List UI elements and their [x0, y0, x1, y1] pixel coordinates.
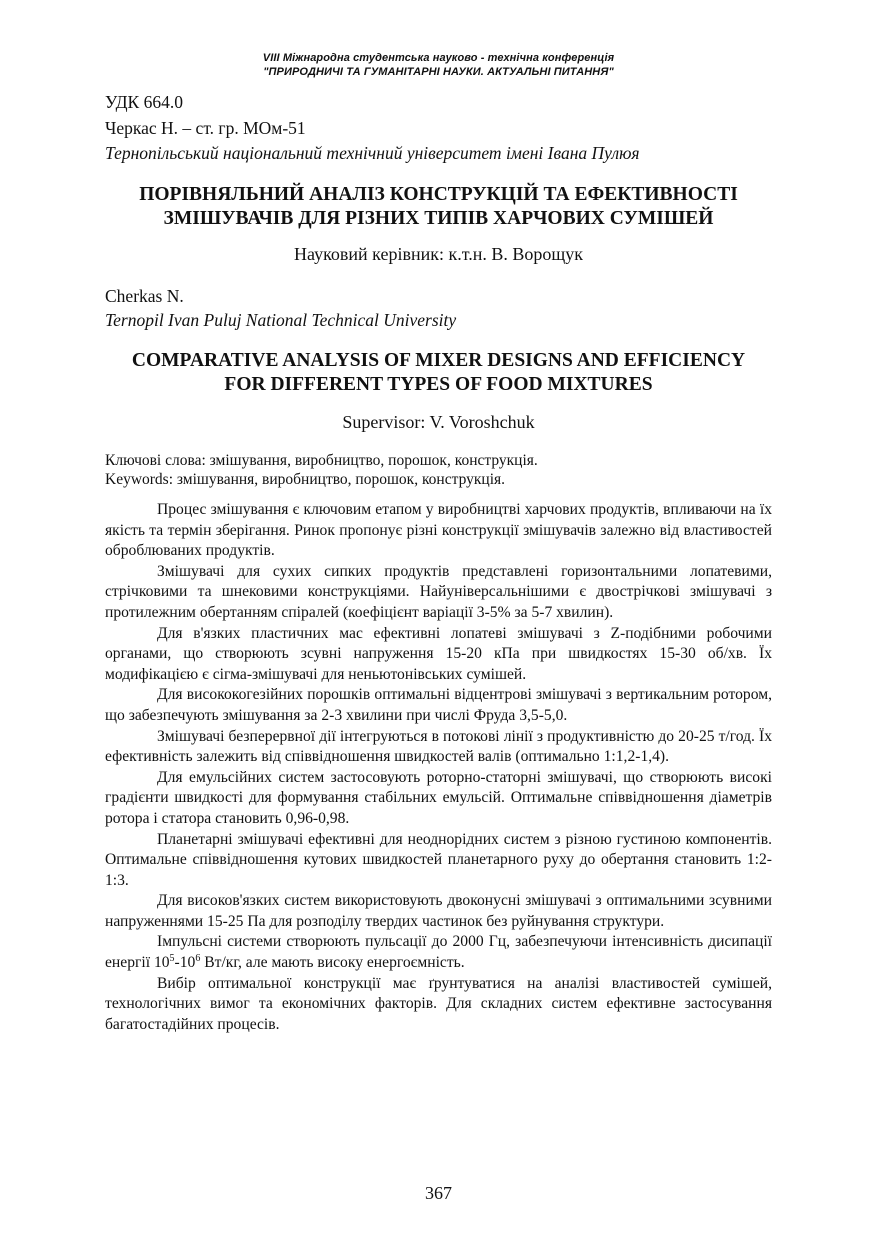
exponent-2: 6 — [195, 952, 201, 964]
title-ua-line-2: ЗМІШУВАЧІВ ДЛЯ РІЗНИХ ТИПІВ ХАРЧОВИХ СУМІШЕЙ — [163, 208, 714, 229]
author-ua: Черкас Н. – ст. гр. МОм-51 — [105, 118, 306, 138]
paragraph-8: Для високов'язких систем використовують двоконусні змішувачі з оптимальними зсувними напруженнями 15-25 Па для розподілу твердих частинок без руйнування структури. — [105, 892, 772, 930]
affiliation-en: Ternopil Ivan Puluj National Technical University — [105, 310, 457, 330]
paragraph-3: Для в'язких пластичних мас ефективні лопатеві змішувачі з Z-подібними робочими органами, що створюють зсувні напруження 15-20 кПа при швидкостях 15-30 об/хв. Їх модифікацією є сігма-змішувачі для неньютонівських сумішей. — [105, 624, 772, 683]
title-en-line-1: COMPARATIVE ANALYSIS OF MIXER DESIGNS AND EFFICIENCY — [131, 350, 746, 371]
body-text — [105, 500, 772, 1035]
impulse-text-after: Вт/кг, але мають високу енергоємність. — [200, 954, 465, 972]
exponent-1: 5 — [169, 952, 175, 964]
conference-header-line-2: "ПРИРОДНИЧІ ТА ГУМАНІТАРНІ НАУКИ. АКТУАЛЬНІ ПИТАННЯ" — [263, 66, 614, 78]
paragraph-1: Процес змішування є ключовим етапом у виробництві харчових продуктів, впливаючи на їх якість та термін зберігання. Ринок пропонує різні конструкції змішувачів залежно від властивостей оброблюваних продуктів. — [105, 501, 772, 560]
paragraph-9 — [105, 932, 772, 973]
paragraph-7: Планетарні змішувачі ефективні для неоднорідних систем з різною густиною компонентів. Оптимальне співвідношення кутових швидкостей планетарного руху до обертання становить 1:2-1:3. — [105, 830, 772, 889]
page-number: 367 — [425, 1183, 452, 1203]
supervisor-en: Supervisor: V. Voroshchuk — [342, 412, 535, 432]
impulse-text-mid: -10 — [174, 954, 196, 972]
paragraph-5: Змішувачі безперервної дії інтегруються в потокові лінії з продуктивністю до 20-25 т/год. Їх ефективність залежить від співвідношення швидкостей валів (оптимально 1:1,2-1,4). — [105, 727, 772, 766]
paragraph-10: Вибір оптимальної конструкції має ґрунтуватися на аналізі властивостей сумішей, технологічних вимог та економічних факторів. Для складних систем ефективне застосування багатостадійних процесів. — [105, 974, 772, 1033]
title-ua-line-1: ПОРІВНЯЛЬНИЙ АНАЛІЗ КОНСТРУКЦІЙ ТА ЕФЕКТИВНОСТІ — [139, 184, 738, 205]
author-en: Cherkas N. — [105, 286, 184, 306]
keywords-en: Keywords: змішування, виробництво, порошок, конструкція. — [105, 471, 506, 488]
impulse-text-before: Імпульсні системи створюють пульсації до 2000 Гц, забезпечуючи інтенсивність дисипації енергії 10 — [105, 933, 772, 972]
paragraph-4: Для висококогезійних порошків оптимальні відцентрові змішувачі з вертикальним ротором, що забезпечують змішування за 2-3 хвилини при числі Фруда 3,5-5,0. — [105, 686, 772, 724]
paragraph-2: Змішувачі для сухих сипких продуктів представлені горизонтальними лопатевими, стрічковими та шнековими конструкціями. Найуніверсальнішими є двострічкові змішувачі з протилежним обертанням спіралей (коефіцієнт варіації 3-5% за 5-7 хвилин). — [105, 562, 772, 621]
conference-header-line-1: VIII Міжнародна студентська науково - технічна конференція — [262, 52, 615, 64]
supervisor-ua: Науковий керівник: к.т.н. В. Ворощук — [294, 244, 583, 264]
affiliation-ua: Тернопільський національний технічний університет імені Івана Пулюя — [105, 143, 640, 163]
paragraph-6: Для емульсійних систем застосовують роторно-статорні змішувачі, що створюють високі градієнти швидкості для формування стабільних емульсій. Оптимальне співвідношення діаметрів ротора і статора становить 0,96-0,98. — [105, 768, 772, 827]
keywords-ua: Ключові слова: змішування, виробництво, порошок, конструкція. — [105, 452, 538, 469]
udk-code: УДК 664.0 — [105, 92, 183, 112]
title-en-line-2: FOR DIFFERENT TYPES OF FOOD MIXTURES — [224, 374, 653, 395]
